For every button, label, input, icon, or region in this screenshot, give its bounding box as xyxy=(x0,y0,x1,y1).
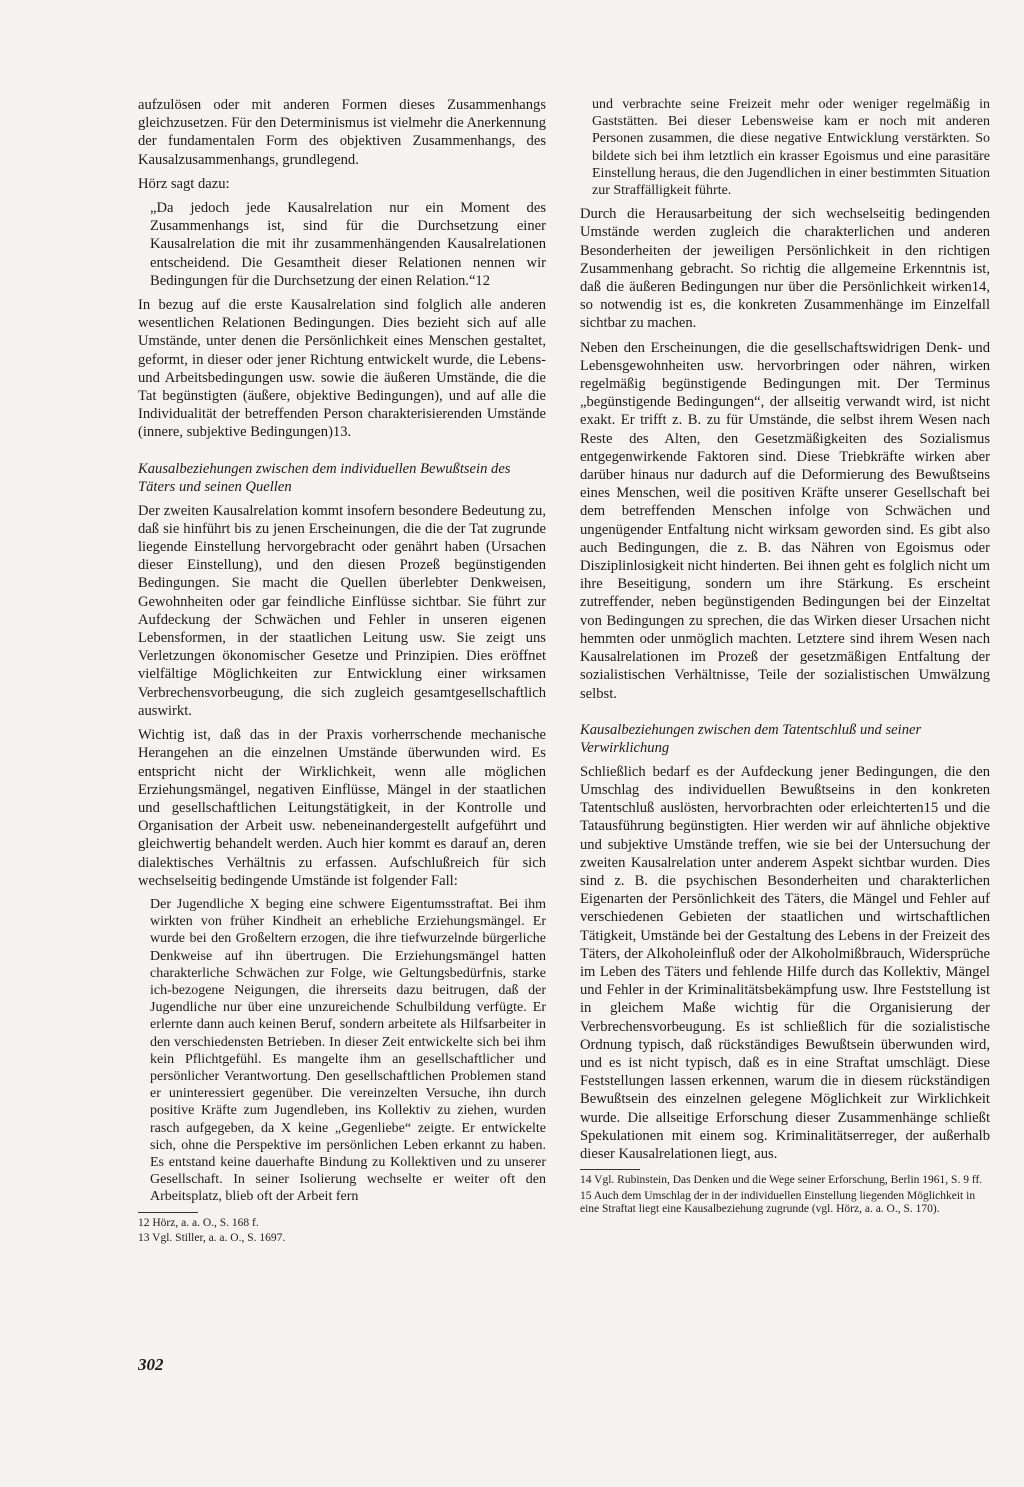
left-column xyxy=(138,96,546,1248)
paragraph: Durch die Herausarbeitung der sich wechselseitig bedingenden Umstände werden zugleich die charakterlichen und anderen Besonderheiten der jeweiligen Persönlichkeit in den richtigen Zusammenhang gebracht. So richtig die allgemeine Erkenntnis ist, daß die äußeren Bedingungen nur über die Persönlichkeit wirken14, so notwendig ist es, die konkreten Zusammenhänge im Einzelfall sichtbar zu machen. xyxy=(580,206,990,332)
paragraph: Neben den Erscheinungen, die die gesellschaftswidrigen Denk- und Lebensgewohnheiten usw. hervorbringen oder nähren, wirken regelmäßig begünstigende Bedingungen mit. Der Terminus „begünstigende Bedingungen“, der allseitig verwandt wird, ist nicht exakt. Er trifft z. B. zu für Umstände, die selbst ihrem Wesen nach Reste des Alten, den Gesetzmäßigkeiten des Sozialismus entgegenwirkende Faktoren sind. Diese Triebkräfte wirken aber darüber hinaus nur dadurch auf die Deformierung des Bewußtseins eines Menschen, weil die positiven Kräfte unserer Gesellschaft bei dem betreffenden Menschen infolge von Schwächen und ungenügender Entfaltung nicht wirksam geworden sind. Es gibt also auch Bedingungen, die z. B. das Nähren von Egoismus oder Disziplinlosigkeit nicht hinderten. Bei ihnen geht es folglich nicht um ihre Beseitigung, sondern um ihre Stärkung. Es erscheint zutreffender, neben begünstigenden Bedingungen bei der Einzeltat von Bedingungen zu sprechen, die das Wirken dieser Ursachen nicht hemmten oder unmöglich machten. Letztere sind ihrem Wesen nach Kausalrelationen im Prozeß der gesetzmäßigen Entfaltung der sozialistischen Verhältnisse, Teile der sozialistischen Umwälzung selbst. xyxy=(580,339,990,702)
page-number: 302 xyxy=(138,1355,164,1374)
case-example-continued xyxy=(580,96,990,199)
footnote-15: 15 Auch dem Umschlag der in der individuellen Einstellung liegenden Möglichkeit in eine Straftat liegt eine Kausalbeziehung zugrunde (vgl. Hörz, a. a. O., S. 170). xyxy=(580,1189,976,1216)
paragraph: Schließlich bedarf es der Aufdeckung jener Bedingungen, die den Umschlag des individuellen Bewußtseins in den konkreten Tatentschluß auslösten, hervorbrachten oder erleichterten15 und die Tatausführung begünstigten. Hier werden wir auf ähnliche objektive und subjektive Umstände treffen, wie sie bei der Untersuchung der zweiten Kausalrelation unter anderem Aspekt sichtbar wurden. Dies sind z. B. die psychischen Besonderheiten und charakterlichen Eigenarten der Persönlichkeit des Täters, die Mängel und Fehler auf verschiedenen Gebieten der staatlichen und wirtschaftlichen Tätigkeit, Umstände bei der Gestaltung des Lebens in der Freizeit des Täters, der Alkoholeinfluß oder der Alkoholmißbrauch, Widersprüche im Leben des Täters und fehlende Hilfe durch das Kollektiv, Mängel und Fehler in der Kriminalitätsbekämpfung usw. Ihre Feststellung ist in gleichem Maße wichtig für die Organisierung der Verbrechensvorbeugung. Es ist schließlich für die sozialistische Ordnung typisch, daß rückständiges Bewußtsein überwunden wird, und es ist nicht typisch, daß es in eine Straftat umschlägt. Diese Feststellungen lassen erkennen, warum die in diesem rückständigen Bewußtsein des einzelnen gelegene Möglichkeit zur Wirklichkeit wurde. Die allseitige Erforschung dieser Zusammenhänge schließt Spekulationen mit einem sog. Kriminalitätserreger, der außerhalb dieser Kausalrelationen liegt, aus. xyxy=(580,763,990,1162)
footnote-12: 12 Hörz, a. a. O., S. 168 f. xyxy=(138,1216,259,1229)
paragraph: aufzulösen oder mit anderen Formen dieses Zusammenhangs gleichzusetzen. Für den Determinismus ist vielmehr die Anerkennung der fundamentalen Form des objektiven Zusammenhangs, des Kausalzusammenhangs, grundlegend. xyxy=(138,97,546,168)
footnote-14: 14 Vgl. Rubinstein, Das Denken und die Wege seiner Erforschung, Berlin 1961, S. 9 ff. xyxy=(580,1174,983,1187)
footnote-13: 13 Vgl. Stiller, a. a. O., S. 1697. xyxy=(138,1232,286,1245)
case-text: Der Jugendliche X beging eine schwere Eigentumsstraftat. Bei ihm wirkten von früher Kindheit an erhebliche Erziehungsmängel. Er wurde bei den Großeltern erzogen, die ihre tiefwurzelnde bürgerliche Denkweise auf ihn übertrugen. Die Erziehungsmängel hatten charakterliche Schwächen zur Folge, wie Geltungsbedürfnis, starke ich-bezogene Neigungen, die ihrerseits dazu beitrugen, daß der Jugendliche nur über eine unzureichende Schulbildung verfügte. Er erlernte dann auch keinen Beruf, sondern arbeitete als Hilfsarbeiter in den verschiedensten Betrieben. In dieser Zeit entwickelte sich bei ihm kein Pflichtgefühl. Es mangelte ihm an gesellschaftlicher und persönlicher Verantwortung. Den gesellschaftlichen Problemen stand er uninteressiert gegenüber. Die vereinzelten Versuche, ihn durch positive Kräfte zum Jugendleben, ins Kollektiv zu ziehen, wurden rasch aufgegeben, da X keine „Gegenliebe“ zeigte. Er entwickelte sich, ohne die Perspektive im persönlichen Leben erkannt zu haben. Es entstand keine dauerhafte Bindung zu Kollektiven und zu unserer Gesellschaft. In seiner Isolierung wechselte er weiter oft den Arbeitsplatz, blieb oft der Arbeit fern xyxy=(150,896,546,1205)
section-heading: Kausalbeziehungen zwischen dem Tatentschluß und seiner Verwirklichung xyxy=(580,721,922,756)
footnote-divider xyxy=(580,1169,640,1170)
footnotes xyxy=(580,1174,990,1217)
quote-intro: Hörz sagt dazu: xyxy=(138,175,230,192)
section-heading: Kausalbeziehungen zwischen dem individuellen Bewußtsein des Täters und seinen Quellen xyxy=(138,460,511,495)
right-column xyxy=(580,96,990,1219)
block-quote xyxy=(150,199,546,290)
quote-text: „Da jedoch jede Kausalrelation nur ein Moment des Zusammenhangs ist, sind für die Durchsetzung einer Kausalrelation die mit ihr zusammenhängenden Kausalrelationen entscheidend. Die Gesamtheit dieser Relationen nennen wir Bedingungen für die Durchsetzung der einen Relation.“12 xyxy=(150,200,546,289)
footnotes xyxy=(138,1217,546,1246)
case-text: und verbrachte seine Freizeit mehr oder weniger regelmäßig in Gaststätten. Bei dieser Lebensweise kam er noch mit anderen Personen zusammen, die diese negative Entwicklung verstärkten. So bildete sich bei ihm letztlich ein krasser Egoismus und eine parasitäre Einstellung heraus, die den Jugendlichen in einer bestimmten Situation zur Straffälligkeit führte. xyxy=(592,97,990,199)
paragraph: Wichtig ist, daß das in der Praxis vorherrschende mechanische Herangehen an die einzelnen Umstände überwunden wird. Es entspricht nicht der Wirklichkeit, wenn alle möglichen Erziehungsmängel, negativen Einflüsse, Mängel in der staatlichen und gesellschaftlichen Leitungstätigkeit, in der Kontrolle und Organisation der Arbeit usw. nebeneinandergestellt aufgeführt und gleichwertig behandelt werden. Auch hier kommt es darauf an, deren dialektisches Verhältnis zu erfassen. Aufschlußreich für sich wechselseitig bedingende Umstände ist folgender Fall: xyxy=(138,727,546,889)
case-example xyxy=(138,896,546,1206)
footnote-divider xyxy=(138,1212,198,1213)
paragraph: Der zweiten Kausalrelation kommt insofern besondere Bedeutung zu, daß sie hinführt bis zu jenen Erscheinungen, die die der Tat zugrunde liegende Einstellung hervorgebracht oder genährt haben (Ursachen dieser Einstellung), und den diesen Prozeß begünstigenden Bedingungen. Sie macht die Quellen überlebter Denkweisen, Gewohnheiten oder gar feindliche Einflüsse sichtbar. Sie führt zur Aufdeckung der Schwächen und Fehler in unseren eigenen Lebensformen, in der staatlichen Leitung usw. Sie zeigt uns Verletzungen ökonomischer Gesetze und Prinzipien. Dies eröffnet vielfältige Möglichkeiten zur Entwicklung einer wirksamen Verbrechensvorbeugung, die sich zugleich gesamtgesellschaftlich auswirkt. xyxy=(138,502,546,719)
paragraph: In bezug auf die erste Kausalrelation sind folglich alle anderen wesentlichen Relationen Bedingungen. Dies bezieht sich auf alle Umstände, unter denen die Persönlichkeit eines Menschen gestaltet, geformt, in dieser oder jener Richtung entwickelt wurde, die Lebens- und Arbeitsbedingungen usw. sowie die äußeren Umstände, die die Tat begünstigten (äußere, objektive Bedingungen), und auf alle die Individualität der betreffenden Person charakterisierenden Umstände (innere, subjektive Bedingungen)13. xyxy=(138,297,546,441)
